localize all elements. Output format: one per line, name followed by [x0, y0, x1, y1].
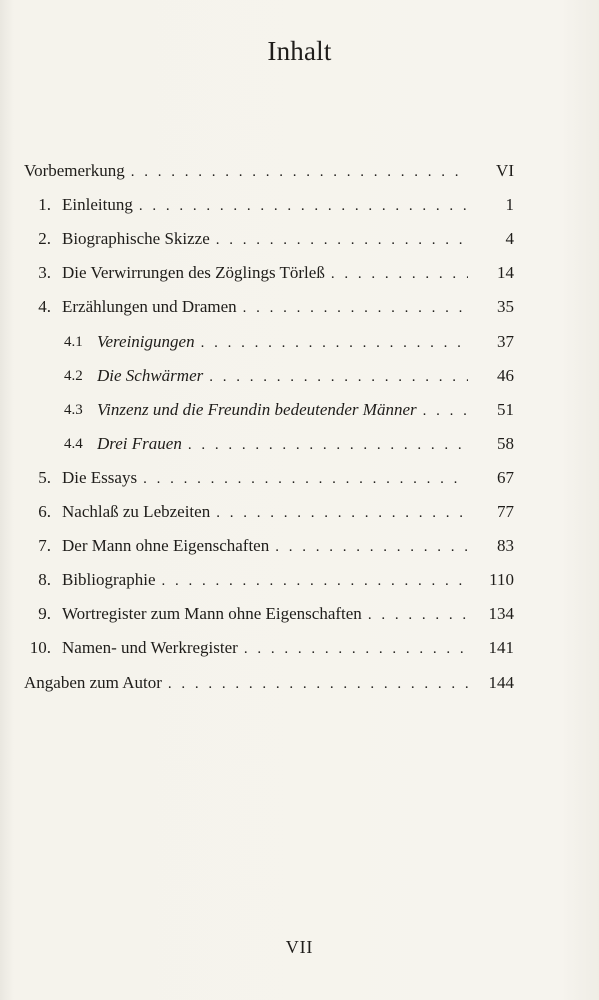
page-title: Inhalt: [267, 36, 332, 66]
toc-entry-page: 14: [497, 263, 514, 283]
dot-leader: [195, 329, 468, 357]
toc-entry-page: 46: [497, 365, 514, 385]
toc-entry: [0, 396, 599, 424]
dot-leader: [210, 226, 468, 254]
toc-entry-page: 4: [505, 229, 514, 249]
toc-entry-title: Namen- und Werkregister: [62, 638, 238, 658]
toc-entry-number: 4.2: [64, 367, 83, 384]
toc-entry: [0, 464, 599, 492]
toc-entry: [0, 634, 599, 662]
toc-entry-page: 58: [497, 433, 514, 453]
toc-entry-title: Wortregister zum Mann ohne Eigenschaften: [62, 604, 362, 624]
toc-entry-number: 4.1: [64, 333, 83, 350]
toc-entry-title: Bibliographie: [62, 570, 156, 590]
toc-entry-page: 110: [489, 570, 514, 590]
toc-entry-page: 37: [497, 331, 514, 351]
toc-entry-number: 4.4: [64, 435, 83, 452]
toc-entry-page: 141: [488, 638, 514, 658]
toc-entry: [0, 669, 599, 697]
toc-entry-number: 10.: [29, 638, 51, 658]
toc-entry-title: Drei Frauen: [97, 433, 182, 453]
toc-entry: [0, 532, 599, 560]
toc-entry-number: 2.: [38, 229, 51, 249]
toc-entry-number: 8.: [38, 570, 51, 590]
toc-entry-number: 3.: [38, 263, 51, 283]
toc-entry: [0, 157, 599, 185]
toc-entry: [0, 430, 599, 458]
toc-entry-page: 1: [505, 195, 514, 215]
dot-leader: [155, 567, 468, 595]
toc-entry-number: 4.: [38, 297, 51, 317]
toc-entry-page: 51: [497, 399, 514, 419]
dot-leader: [362, 601, 468, 629]
toc-entry: [0, 259, 599, 287]
toc-entry-number: 7.: [38, 536, 51, 556]
toc-entry-page: 134: [488, 604, 514, 624]
toc-entry-title: Biographische Skizze: [62, 229, 210, 249]
toc-entry-number: 4.3: [64, 401, 83, 418]
dot-leader: [237, 294, 468, 322]
toc-entry-title: Die Schwärmer: [97, 365, 204, 385]
toc-entry-title: Die Essays: [62, 467, 138, 487]
toc-entry-number: 1.: [38, 195, 51, 215]
dot-leader: [210, 499, 468, 527]
toc-entry-title: Erzählungen und Dramen: [62, 297, 237, 317]
toc-entry-title: Vereinigungen: [97, 331, 195, 351]
toc-entry: [0, 566, 599, 594]
toc-entry: [0, 362, 599, 390]
page-number: VII: [285, 937, 314, 957]
dot-leader: [133, 192, 468, 220]
toc-entry: [0, 191, 599, 219]
toc-entry-title: Die Verwirrungen des Zöglings Törleß: [62, 263, 325, 283]
dot-leader: [238, 635, 468, 663]
dot-leader: [269, 533, 468, 561]
toc-entry-number: 9.: [38, 604, 51, 624]
toc-entry-page: 83: [497, 536, 514, 556]
dot-leader: [417, 397, 468, 425]
toc-entry-number: 5.: [38, 467, 51, 487]
toc-entry: [0, 498, 599, 526]
dot-leader: [162, 670, 468, 698]
toc-entry: [0, 328, 599, 356]
toc-entry-title: Vinzenz und die Freundin bedeutender Männer: [97, 399, 417, 419]
toc-entry-number: 6.: [38, 502, 51, 521]
dot-leader: [125, 158, 468, 186]
toc-entry-page: 144: [488, 672, 514, 692]
dot-leader: [325, 260, 468, 288]
toc-entry: [0, 225, 599, 253]
toc-entry-page: 67: [497, 467, 514, 487]
toc-entry-title: Angaben zum Autor: [24, 672, 162, 692]
dot-leader: [203, 363, 468, 391]
toc-entry-title: Vorbemerkung: [24, 161, 125, 180]
dot-leader: [137, 465, 468, 493]
toc-entry-title: Nachlaß zu Lebzeiten: [62, 502, 211, 521]
toc-entry-page: 77: [497, 502, 514, 521]
toc-entry: [0, 600, 599, 628]
toc-entry: [0, 293, 599, 321]
toc-entry-title: Der Mann ohne Eigenschaften: [62, 536, 270, 556]
toc-entry-page: VI: [496, 161, 514, 180]
dot-leader: [182, 431, 468, 459]
toc-entry-page: 35: [497, 297, 514, 317]
toc-entry-title: Einleitung: [62, 195, 133, 215]
